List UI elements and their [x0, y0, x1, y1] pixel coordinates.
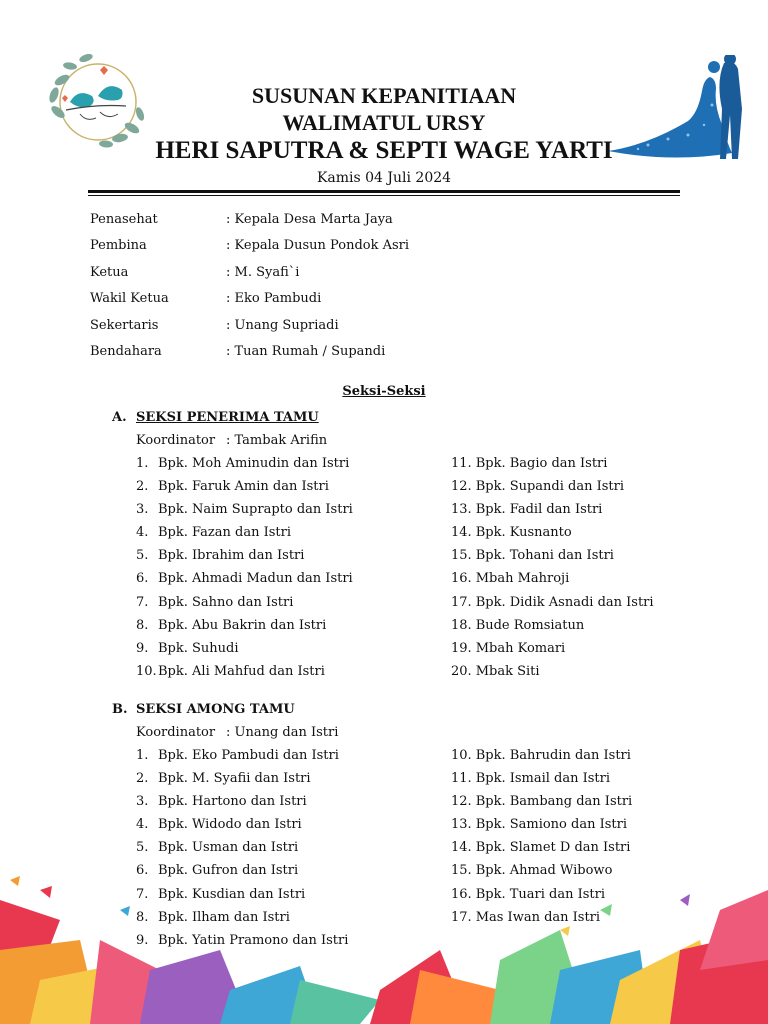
title-block	[0, 82, 768, 166]
list-item: 12. Bpk. Supandi dan Istri	[451, 479, 625, 495]
list-item: 7. Bpk. Kusdian dan Istri	[136, 886, 306, 902]
officer-value: : Kepala Dusun Pondok Asri	[226, 238, 410, 254]
section-letter: B.	[112, 702, 128, 717]
list-item: 12. Bpk. Bambang dan Istri	[451, 794, 633, 810]
officer-value: : Eko Pambudi	[226, 291, 322, 307]
list-item: 14. Bpk. Slamet D dan Istri	[451, 840, 631, 856]
list-item: 8. Bpk. Abu Bakrin dan Istri	[136, 617, 327, 633]
section-name: SEKSI PENERIMA TAMU	[136, 410, 319, 425]
list-item: 5. Bpk. Usman dan Istri	[136, 840, 299, 856]
list-item: 20. Mbak Siti	[451, 663, 540, 679]
officer-role: Pembina	[90, 238, 147, 254]
list-item: 19. Mbah Komari	[451, 640, 566, 656]
section-a-coordinator	[136, 433, 327, 448]
list-item: 10. Bpk. Ali Mahfud dan Istri	[136, 663, 325, 679]
couple-names: HERI SAPUTRA & SEPTI WAGE YARTI	[155, 137, 613, 164]
coordinator-value: : Unang dan Istri	[226, 725, 339, 740]
list-item: 17. Bpk. Didik Asnadi dan Istri	[451, 594, 654, 610]
list-item: 3. Bpk. Naim Suprapto dan Istri	[136, 502, 353, 518]
list-item: 8. Bpk. Ilham dan Istri	[136, 909, 290, 925]
officer-role: Ketua	[90, 264, 129, 280]
officer-value: : Kepala Desa Marta Jaya	[226, 212, 393, 227]
list-item: 18. Bude Romsiatun	[451, 617, 585, 633]
list-item: 2. Bpk. Faruk Amin dan Istri	[136, 479, 329, 495]
section-b-coordinator	[136, 725, 338, 740]
officers-list	[90, 212, 409, 370]
list-item: 5. Bpk. Ibrahim dan Istri	[136, 548, 305, 564]
list-item: 13. Bpk. Fadil dan Istri	[451, 502, 603, 518]
divider-thick	[88, 190, 680, 193]
officer-role: Bendahara	[90, 343, 162, 359]
list-item: 3. Bpk. Hartono dan Istri	[136, 794, 307, 810]
officer-row	[90, 238, 409, 264]
officer-value: : Unang Supriadi	[226, 317, 339, 333]
officer-row	[90, 318, 409, 344]
coordinator-label: Koordinator	[136, 433, 216, 448]
section-b-heading	[112, 702, 295, 717]
section-a-list-left	[136, 456, 353, 687]
event-date: Kamis 04 Juli 2024	[316, 170, 452, 186]
officer-value: : M. Syafi`i	[226, 264, 300, 280]
officer-role: Wakil Ketua	[90, 291, 169, 307]
officer-row	[90, 291, 409, 317]
list-item: 4. Bpk. Widodo dan Istri	[136, 817, 302, 833]
list-item: 11. Bpk. Bagio dan Istri	[451, 456, 608, 471]
title-line-2: WALIMATUL URSY	[282, 110, 486, 135]
list-item: 15. Bpk. Tohani dan Istri	[451, 548, 614, 564]
list-item: 16. Bpk. Tuari dan Istri	[451, 886, 605, 902]
list-item: 14. Bpk. Kusnanto	[451, 525, 572, 541]
section-a-list-right	[451, 456, 654, 687]
list-item: 9. Bpk. Suhudi	[136, 640, 239, 656]
divider-thin	[88, 195, 680, 196]
title-line-1: SUSUNAN KEPANITIAAN	[251, 83, 517, 108]
list-item: 6. Bpk. Ahmadi Madun dan Istri	[136, 571, 353, 587]
section-name: SEKSI AMONG TAMU	[136, 702, 295, 717]
section-letter: A.	[112, 410, 127, 425]
list-item: 16. Mbah Mahroji	[451, 571, 570, 587]
section-b-list-left	[136, 748, 348, 956]
list-item: 11. Bpk. Ismail dan Istri	[451, 771, 611, 787]
list-item: 13. Bpk. Samiono dan Istri	[451, 817, 627, 833]
list-item: 1. Bpk. Eko Pambudi dan Istri	[136, 748, 339, 763]
officer-row	[90, 265, 409, 291]
list-item: 6. Bpk. Gufron dan Istri	[136, 863, 299, 879]
list-item: 7. Bpk. Sahno dan Istri	[136, 594, 294, 610]
coordinator-value: : Tambak Arifin	[226, 433, 328, 448]
list-item: 17. Mas Iwan dan Istri	[451, 909, 601, 925]
section-b-list-right	[451, 748, 632, 933]
list-item: 15. Bpk. Ahmad Wibowo	[451, 863, 613, 879]
section-a-heading	[112, 410, 319, 425]
seksi-heading: Seksi-Seksi	[342, 384, 426, 399]
list-item: 10. Bpk. Bahrudin dan Istri	[451, 748, 631, 763]
officer-role: Sekertaris	[90, 317, 159, 333]
list-item: 1. Bpk. Moh Aminudin dan Istri	[136, 456, 350, 471]
officer-row	[90, 344, 409, 370]
list-item: 4. Bpk. Fazan dan Istri	[136, 525, 291, 541]
list-item: 2. Bpk. M. Syafii dan Istri	[136, 771, 311, 787]
confetti-decoration	[0, 870, 768, 1024]
list-item: 9. Bpk. Yatin Pramono dan Istri	[136, 932, 349, 948]
officer-value: : Tuan Rumah / Supandi	[226, 343, 386, 359]
officer-row	[90, 212, 409, 238]
coordinator-label: Koordinator	[136, 725, 216, 740]
officer-role: Penasehat	[90, 212, 158, 227]
